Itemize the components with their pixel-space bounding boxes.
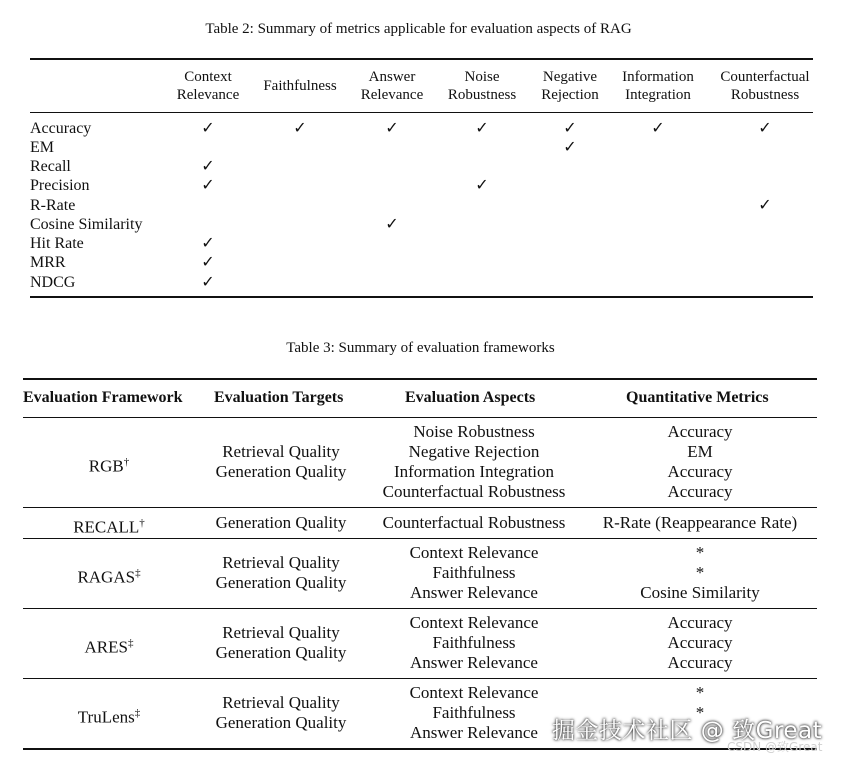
check-mark-icon: ✓ (563, 120, 577, 137)
framework-name (23, 563, 195, 588)
evaluation-aspect: Counterfactual Robustness (382, 482, 566, 501)
quantitative-metric: Cosine Similarity (640, 583, 760, 602)
check-mark-icon: ✓ (201, 120, 215, 137)
table2-metric-label: MRR (30, 254, 66, 271)
evaluation-aspect: Information Integration (393, 462, 555, 481)
framework-footnote-mark: ‡ (127, 637, 134, 649)
evaluation-aspect: Noise Robustness (413, 422, 535, 441)
table2-caption: Table 2: Summary of metrics applicable for evaluation aspects of RAG (205, 21, 632, 37)
table2-column-header-line: Information (622, 69, 694, 85)
table3-bottom-rule (23, 748, 817, 750)
table2-column-header-line: Noise (464, 69, 500, 85)
header-evaluation-aspects: Evaluation Aspects (405, 389, 536, 406)
header-evaluation-targets: Evaluation Targets (214, 389, 344, 406)
evaluation-aspect: Context Relevance (409, 613, 539, 632)
quantitative-metric: Accuracy (667, 422, 733, 441)
table3-row-rule (23, 678, 817, 679)
check-mark-icon: ✓ (293, 120, 307, 137)
table2-column-header-line: Counterfactual (720, 69, 810, 85)
table2-column-header (603, 68, 713, 104)
evaluation-aspect: Negative Rejection (408, 442, 540, 461)
watermark-subtext: CSDN @致Great (727, 740, 823, 754)
table2-column-header-line: Negative (542, 69, 598, 85)
table2-header-rule (30, 112, 813, 113)
watermark-text: 掘金技术社区 @ 致Great (552, 718, 823, 744)
check-mark-icon: ✓ (475, 177, 489, 194)
evaluation-target: Generation Quality (215, 713, 347, 732)
check-mark-icon: ✓ (563, 139, 577, 156)
check-mark-icon: ✓ (758, 197, 772, 214)
table2-column-header-line: Answer (368, 69, 416, 85)
check-mark-icon: ✓ (651, 120, 665, 137)
check-mark-icon: ✓ (758, 120, 772, 137)
evaluation-aspect: Answer Relevance (410, 723, 538, 742)
table2-column-header-line: Relevance (360, 87, 424, 103)
table2-column-header-line: Context (184, 69, 232, 85)
check-mark-icon: ✓ (475, 120, 489, 137)
evaluation-aspect: Faithfulness (432, 633, 516, 652)
table3-row-rule (23, 538, 817, 539)
framework-name (23, 633, 195, 658)
table3-row-rule (23, 417, 817, 418)
evaluation-aspect: Context Relevance (409, 543, 539, 562)
framework-name-text: ARES (84, 637, 128, 657)
table2-bottom-rule (30, 296, 813, 298)
table2-metric-label: NDCG (30, 274, 76, 291)
table3-caption: Table 3: Summary of evaluation frameworks (286, 340, 555, 356)
quantitative-metric: * (695, 543, 705, 562)
framework-footnote-mark: † (123, 456, 130, 468)
check-mark-icon: ✓ (201, 274, 215, 291)
framework-name-text: RGB (88, 456, 124, 476)
frameworks-table (23, 378, 817, 752)
table2-column-header-line: Rejection (541, 87, 599, 103)
quantitative-metric: Accuracy (667, 462, 733, 481)
header-evaluation-framework: Evaluation Framework (23, 389, 183, 406)
quantitative-metric: EM (687, 442, 713, 461)
table2-column-header-line: Relevance (176, 87, 240, 103)
metrics-table (30, 58, 813, 298)
table2-metric-label: Precision (30, 177, 90, 194)
evaluation-aspect: Faithfulness (432, 703, 516, 722)
evaluation-target: Generation Quality (215, 643, 347, 662)
table2-column-header (710, 68, 820, 104)
table2-metric-label: Hit Rate (30, 235, 84, 252)
evaluation-aspect: Answer Relevance (410, 583, 538, 602)
table2-column-header-line: Robustness (730, 87, 800, 103)
quantitative-metric: * (695, 563, 705, 582)
table2-top-rule (30, 58, 813, 60)
table2-metric-label: R-Rate (30, 197, 76, 214)
table3-row-rule (23, 507, 817, 508)
evaluation-target: Retrieval Quality (222, 442, 340, 461)
quantitative-metric: Accuracy (667, 653, 733, 672)
table3-top-rule (23, 378, 817, 380)
framework-footnote-mark: ‡ (135, 567, 141, 579)
framework-footnote-mark: † (139, 516, 145, 529)
table2-column-header-line: Integration (625, 87, 691, 103)
table2-column-header-line: Faithfulness (263, 78, 337, 94)
table2-metric-label: Recall (30, 158, 71, 175)
table2-metric-label: Accuracy (30, 120, 92, 137)
evaluation-aspect: Faithfulness (432, 563, 516, 582)
framework-name-text: RECALL (73, 517, 140, 537)
check-mark-icon: ✓ (201, 177, 215, 194)
table2-column-header-line: Robustness (447, 87, 517, 103)
evaluation-target: Generation Quality (215, 462, 347, 481)
quantitative-metric: Accuracy (667, 613, 733, 632)
framework-name (23, 703, 195, 728)
evaluation-target: Retrieval Quality (222, 693, 340, 712)
table2-metric-label: EM (30, 139, 54, 156)
framework-name-text: TruLens (77, 707, 135, 727)
check-mark-icon: ✓ (385, 120, 399, 137)
evaluation-aspect: Context Relevance (409, 683, 539, 702)
quantitative-metric: * (695, 703, 705, 722)
framework-name-text: RAGAS (77, 567, 136, 587)
evaluation-aspect: Answer Relevance (410, 653, 538, 672)
quantitative-metric: Accuracy (667, 633, 733, 652)
table2-metric-label: Cosine Similarity (30, 216, 143, 233)
evaluation-target: Generation Quality (215, 573, 347, 592)
framework-name (23, 513, 195, 538)
evaluation-target: Retrieval Quality (222, 623, 340, 642)
evaluation-target: Retrieval Quality (222, 553, 340, 572)
framework-name (23, 452, 195, 477)
check-mark-icon: ✓ (385, 216, 399, 233)
evaluation-aspect: Counterfactual Robustness (382, 512, 566, 532)
quantitative-metric: R-Rate (Reappearance Rate) (602, 512, 798, 532)
check-mark-icon: ✓ (201, 235, 215, 252)
quantitative-metric: Accuracy (667, 482, 733, 501)
check-mark-icon: ✓ (201, 254, 215, 271)
framework-footnote-mark: ‡ (134, 707, 141, 719)
quantitative-metric: * (695, 683, 705, 702)
header-quantitative-metrics: Quantitative Metrics (626, 389, 769, 406)
check-mark-icon: ✓ (201, 158, 215, 175)
evaluation-target: Generation Quality (215, 512, 347, 532)
table3-row-rule (23, 608, 817, 609)
